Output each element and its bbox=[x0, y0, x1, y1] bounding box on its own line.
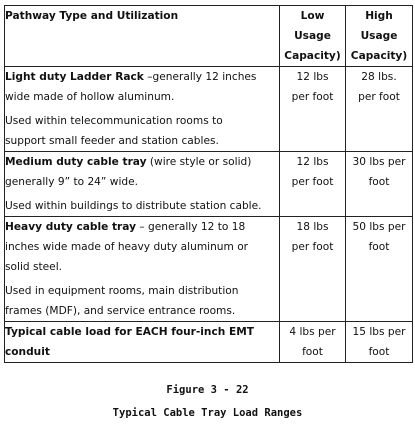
pathway-title: Typical cable load for EACH four-inch EMT bbox=[5, 326, 254, 338]
header-pathway-type: Pathway Type and Utilization bbox=[5, 6, 280, 67]
high-capacity-value bbox=[346, 67, 413, 152]
pathway-usage bbox=[5, 196, 279, 216]
pathway-description bbox=[5, 217, 280, 322]
pathway-detail: generally 9” to 24” wide. bbox=[5, 176, 138, 188]
value-line: 28 lbs. bbox=[361, 71, 397, 83]
figure-number: Figure 3 - 22 bbox=[166, 384, 249, 396]
pathway-description bbox=[5, 67, 280, 152]
pathway-lead bbox=[5, 67, 279, 87]
pathway-detail: –generally 12 inches bbox=[147, 71, 257, 83]
high-capacity-value bbox=[346, 152, 413, 217]
pathway-title: conduit bbox=[5, 346, 50, 358]
value-line: 30 lbs per bbox=[352, 156, 406, 168]
header-low-line: Usage bbox=[294, 30, 331, 42]
value-line: foot bbox=[302, 346, 323, 358]
usage-line: Used within buildings to distribute station cable. bbox=[5, 200, 262, 212]
header-high-usage-capacity bbox=[346, 6, 413, 67]
pathway-description bbox=[5, 152, 280, 217]
table-row bbox=[5, 217, 413, 322]
usage-line: frames (MDF), and service entrance rooms. bbox=[5, 305, 236, 317]
table-row bbox=[5, 67, 413, 152]
pathway-title: Medium duty cable tray bbox=[5, 156, 147, 168]
low-capacity-value bbox=[280, 152, 346, 217]
usage-line: Used within telecommunication rooms to bbox=[5, 115, 223, 127]
low-capacity-value bbox=[280, 322, 346, 363]
value-line: per foot bbox=[291, 176, 334, 188]
usage-line: Used in equipment rooms, main distribution bbox=[5, 285, 239, 297]
pathway-detail: (wire style or solid) bbox=[146, 156, 252, 168]
value-line: 50 lbs per bbox=[352, 221, 406, 233]
figure-title: Typical Cable Tray Load Ranges bbox=[112, 407, 303, 419]
table-header-row bbox=[5, 6, 413, 67]
low-capacity-value bbox=[280, 217, 346, 322]
header-high-line: Usage bbox=[360, 30, 398, 42]
high-capacity-value bbox=[346, 322, 413, 363]
value-line: 15 lbs per bbox=[352, 326, 406, 338]
cable-tray-load-table bbox=[4, 5, 413, 363]
table-row bbox=[5, 152, 413, 217]
value-line: 12 lbs bbox=[296, 71, 329, 83]
value-line: foot bbox=[368, 346, 390, 358]
high-capacity-value bbox=[346, 217, 413, 322]
table-row bbox=[5, 322, 413, 363]
value-line: per foot bbox=[291, 241, 334, 253]
pathway-detail: – generally 12 to 18 bbox=[136, 221, 246, 233]
value-line: 4 lbs per bbox=[289, 326, 336, 338]
usage-line: support small feeder and station cables. bbox=[5, 135, 219, 147]
pathway-lead bbox=[5, 217, 279, 237]
value-line: per foot bbox=[358, 91, 400, 103]
value-line: foot bbox=[368, 241, 390, 253]
header-low-usage-capacity bbox=[280, 6, 346, 67]
value-line: per foot bbox=[291, 91, 334, 103]
value-line: 18 lbs bbox=[296, 221, 329, 233]
pathway-description bbox=[5, 322, 280, 363]
pathway-detail: solid steel. bbox=[5, 261, 62, 273]
pathway-detail: inches wide made of heavy duty aluminum or bbox=[5, 241, 249, 253]
pathway-title: Heavy duty cable tray bbox=[5, 221, 137, 233]
pathway-lead bbox=[5, 152, 279, 172]
header-low-line: Capacity) bbox=[284, 50, 341, 62]
pathway-title: Light duty Ladder Rack bbox=[5, 71, 144, 83]
value-line: foot bbox=[368, 176, 390, 188]
low-capacity-value bbox=[280, 67, 346, 152]
value-line: 12 lbs bbox=[296, 156, 329, 168]
header-low-line: Low bbox=[300, 10, 325, 22]
pathway-usage bbox=[5, 111, 279, 151]
pathway-detail: wide made of hollow aluminum. bbox=[5, 91, 175, 103]
header-high-line: High bbox=[365, 10, 393, 22]
header-high-line: Capacity) bbox=[350, 50, 408, 62]
pathway-usage bbox=[5, 281, 279, 321]
